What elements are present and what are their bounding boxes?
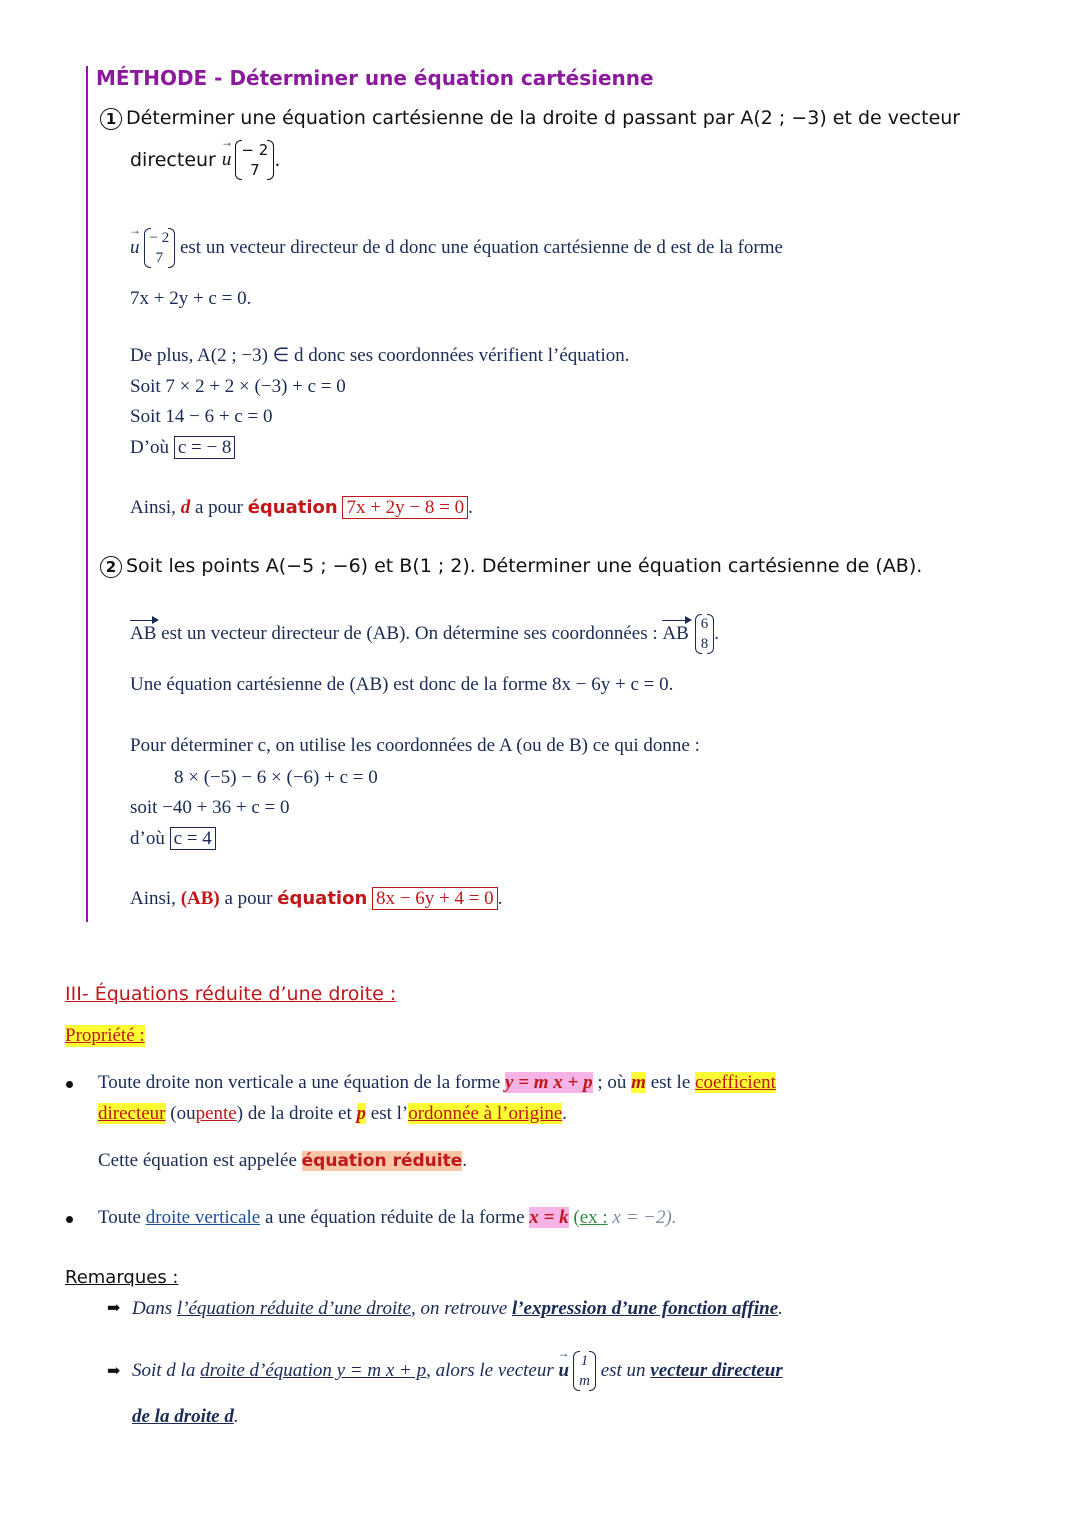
ex1-step1-text: est un vecteur directeur de d donc une équation cartésienne de d est de la forme [179,237,783,258]
ex1-vector-column: − 2 7 [235,140,274,180]
r1-text-c: , on retrouve [410,1298,508,1319]
remark1: Dans l’équation réduite d’une droite, on retrouve l’expression d’une fonction affine. [132,1298,783,1319]
ex1-step6 [130,437,235,459]
ex1-step2: 7x + 2y + c = 0. [130,288,252,309]
ex2-step5: soit −40 + 36 + c = 0 [130,797,290,818]
r2-text-c: , alors le vecteur [426,1360,554,1381]
remark2-line1 [132,1346,783,1396]
arrow-icon-2: ➡ [107,1361,121,1380]
method-title: MÉTHODE - Déterminer une équation cartésienne [96,66,654,90]
ex2-c-value-box: c = 4 [170,827,216,850]
b1-pente: pente [195,1103,237,1124]
b2-droite-verticale: droite verticale [145,1207,261,1228]
r2-droite-equation: droite d’équation y = m x + p [200,1360,427,1381]
ex2-step3: Pour déterminer c, on utilise les coordonnées de A (ou de B) ce qui donne : [130,735,700,756]
ex2-conclusion: Ainsi, (AB) a pour équation 8x − 6y + 4 = 0 . [130,888,503,909]
bullet-2 [66,1216,73,1223]
ex2-question-text: Soit les points A(−5 ; −6) et B(1 ; 2). Déterminer une équation cartésienne de (AB). [126,555,923,577]
b1-text-a: Toute droite non verticale a une équation de la forme [98,1072,501,1093]
b1-appelee: Cette équation est appelée [98,1150,297,1171]
ex1-question [100,107,960,130]
ex1-directeur-label: directeur [130,149,216,171]
ex1-step5: Soit 14 − 6 + c = 0 [130,406,273,427]
b1-text-c: est le [650,1072,691,1093]
b2-example: x = −2). [612,1207,677,1228]
ex1-conclusion-d: d [180,497,191,518]
remark2-line2: de la droite d. [132,1406,239,1427]
ex1-number-circle: 1 [100,108,122,130]
ex2-conclusion-eqword: équation [277,888,368,909]
ex1-conclusion-prefix: Ainsi, [130,497,176,518]
ex2-step2: Une équation cartésienne de (AB) est donc de la forme 8x − 6y + c = 0. [130,674,674,695]
b2-text-a: Toute [98,1207,141,1228]
ex1-conclusion: Ainsi, d a pour équation 7x + 2y − 8 = 0 . [130,497,473,518]
propriete-label: Propriété : [65,1025,145,1046]
bullet1-line1 [98,1072,776,1094]
ex2-equation-box: 8x − 6y + 4 = 0 [372,887,498,910]
section3-title: III- Équations réduite d’une droite : [65,983,397,1005]
b1-text-f: est l’ [370,1103,409,1124]
ex1-c-value-box: c = − 8 [174,436,236,459]
ex1-conclusion-eqword: équation [247,497,338,518]
ex2-conclusion-prefix: Ainsi, [130,888,176,909]
r1-text-a: Dans [132,1298,173,1319]
r2-text-d: est un [600,1360,646,1381]
method-left-border [86,66,88,922]
ex2-conclusion-ab: (AB) [180,888,220,909]
ex2-step1-text: est un vecteur directeur de (AB). On détermine ses coordonnées : [161,623,658,644]
ex2-step1: AB est un vecteur directeur de (AB). On détermine ses coordonnées : AB 6 8 . [130,616,720,652]
ex1-step3: De plus, A(2 ; −3) ∈ d donc ses coordonnées vérifient l’équation. [130,345,630,366]
r1-equation-reduite: l’équation réduite d’une droite [176,1298,411,1319]
ex1-vector-u: → u [222,149,232,171]
ex1-step4: Soit 7 × 2 + 2 × (−3) + c = 0 [130,376,346,397]
ex2-vector-ab: AB [130,623,157,644]
b2-example-label: ex : [579,1207,608,1228]
ex1-step1 [130,228,783,268]
b1-coefficient: coefficient [695,1072,776,1093]
arrow-icon-1: ➡ [107,1298,121,1317]
ex1-conclusion-mid: a pour [194,497,243,518]
bullet1-line3: Cette équation est appelée équation réduite. [98,1150,467,1171]
bullet1-line2 [98,1103,567,1125]
reduced-equation-form: y = m x + p [505,1072,593,1093]
b1-directeur: directeur [98,1103,166,1124]
ex2-step6-prefix: d’où [130,828,165,849]
r2-vector-column: 1 m [573,1351,596,1391]
bullet-1 [66,1081,73,1088]
ex2-number-circle: 2 [100,556,122,578]
b1-text-d: (ou [170,1103,196,1124]
r1-fonction-affine: l’expression d’une fonction affine [511,1298,779,1319]
ex2-vector-column: 6 8 [695,614,715,654]
ex2-step6 [130,828,216,850]
b1-text-b: ; où [597,1072,627,1093]
vertical-equation-form: x = k [529,1207,569,1228]
ex1-question-line2: directeur → u − 2 7 . [130,140,280,180]
ex2-vector-ab-2: AB [662,623,689,644]
b1-ordonnee: ordonnée à l’origine [408,1103,563,1124]
r2-text-a: Soit d la [132,1360,196,1381]
r2-de-la-droite: de la droite d [132,1406,234,1427]
b1-text-e: ) de la droite et [236,1103,352,1124]
b1-equation-reduite: équation réduite [301,1151,463,1171]
ex1-step1-vector-u: → u [130,237,140,259]
b1-m: m [631,1072,646,1093]
ex1-step1-vector-column: − 2 7 [144,228,176,268]
ex1-question-text: Déterminer une équation cartésienne de la droite d passant par A(2 ; −3) et de vecteur [126,107,961,129]
ex2-question [100,555,922,578]
ex1-step6-prefix: D’où [130,437,170,458]
b1-text-g: . [562,1103,568,1124]
ex2-step4: 8 × (−5) − 6 × (−6) + c = 0 [174,767,378,788]
ex1-equation-box: 7x + 2y − 8 = 0 [342,496,468,519]
b2-text-b: a une équation réduite de la forme [264,1207,525,1228]
r2-vector-u: → u [559,1360,570,1382]
bullet2-line: Toute droite verticale a une équation réduite de la forme x = k (ex : x = −2). [98,1207,677,1228]
ex2-conclusion-mid: a pour [224,888,273,909]
remarques-heading: Remarques : [65,1267,179,1288]
b1-p: p [356,1103,367,1124]
r2-vecteur-directeur: vecteur directeur [650,1360,783,1381]
